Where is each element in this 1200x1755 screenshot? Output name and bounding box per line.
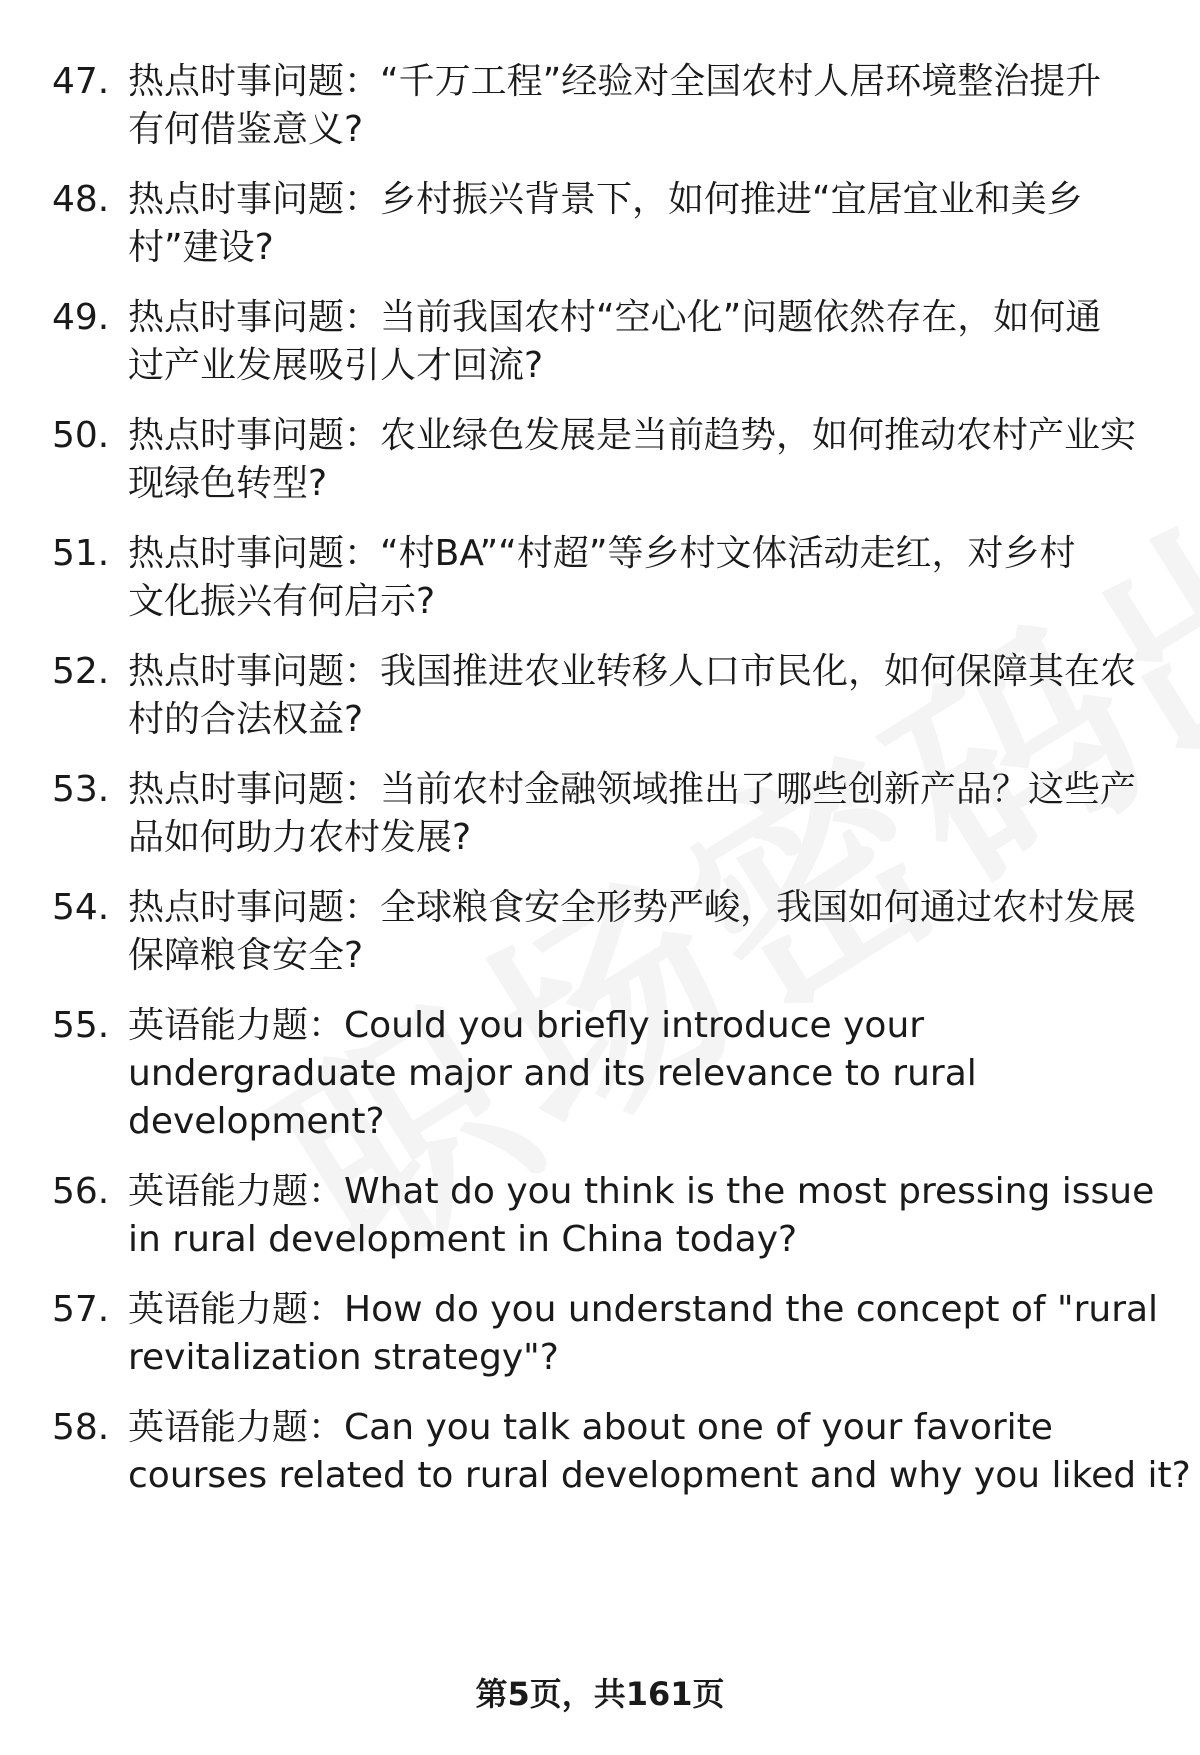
question-text — [128, 412, 1158, 508]
question-line: development? — [128, 1101, 385, 1142]
question-number: 58. — [52, 1407, 110, 1448]
question-text — [128, 766, 1158, 862]
question-line: 热点时事问题：“千万工程”经验对全国农村人居环境整治提升 — [128, 61, 1102, 102]
question-text — [128, 1286, 1158, 1382]
question-line: 热点时事问题：乡村振兴背景下，如何推进“宜居宜业和美乡 — [128, 179, 1083, 220]
question-line: 村”建设? — [128, 227, 274, 268]
question-text — [128, 294, 1158, 390]
question-line: 品如何助力农村发展? — [128, 817, 472, 858]
question-line: 热点时事问题：全球粮食安全形势严峻，我国如何通过农村发展 — [128, 887, 1137, 928]
question-number: 57. — [52, 1289, 110, 1330]
question-line: 热点时事问题：农业绿色发展是当前趋势，如何推动农村产业实 — [128, 415, 1137, 456]
question-number: 55. — [52, 1005, 110, 1046]
question-text — [128, 530, 1158, 626]
question-number: 51. — [52, 533, 110, 574]
question-line: 英语能力题：Could you briefly introduce your — [128, 1005, 925, 1046]
question-line: 有何借鉴意义? — [128, 109, 364, 150]
question-line: courses related to rural development and why you liked it? — [128, 1455, 1191, 1496]
page-footer: 第5页，共161页 — [475, 1675, 725, 1713]
question-line: revitalization strategy"? — [128, 1337, 559, 1378]
question-text — [128, 1002, 1158, 1146]
question-line: 过产业发展吸引人才回流? — [128, 345, 544, 386]
question-number: 54. — [52, 887, 110, 928]
question-text — [128, 648, 1158, 744]
question-line: 热点时事问题：当前农村金融领域推出了哪些创新产品？这些产 — [128, 769, 1137, 810]
question-number: 47. — [52, 61, 110, 102]
question-number: 53. — [52, 769, 110, 810]
question-line: 热点时事问题：我国推进农业转移人口市民化，如何保障其在农 — [128, 651, 1137, 692]
question-line: 文化振兴有何启示? — [128, 581, 436, 622]
question-line: 现绿色转型? — [128, 463, 328, 504]
question-text — [128, 58, 1158, 154]
question-text — [128, 1404, 1191, 1500]
question-line: 英语能力题：How do you understand the concept of "rural — [128, 1289, 1159, 1330]
question-line: 热点时事问题：“村BA”“村超”等乡村文体活动走红，对乡村 — [128, 533, 1076, 574]
question-line: 保障粮食安全? — [128, 935, 364, 976]
question-number: 52. — [52, 651, 110, 692]
question-line: 英语能力题：Can you talk about one of your favorite — [128, 1407, 1053, 1448]
question-text — [128, 1168, 1158, 1264]
question-number: 48. — [52, 179, 110, 220]
question-number: 49. — [52, 297, 110, 338]
question-line: undergraduate major and its relevance to rural — [128, 1053, 977, 1094]
question-number: 56. — [52, 1171, 110, 1212]
question-line: in rural development in China today? — [128, 1219, 798, 1260]
question-line: 村的合法权益? — [128, 699, 364, 740]
question-text — [128, 884, 1158, 980]
question-text — [128, 176, 1158, 272]
question-number: 50. — [52, 415, 110, 456]
question-line: 热点时事问题：当前我国农村“空心化”问题依然存在，如何通 — [128, 297, 1102, 338]
question-line: 英语能力题：What do you think is the most pressing issue — [128, 1171, 1155, 1212]
